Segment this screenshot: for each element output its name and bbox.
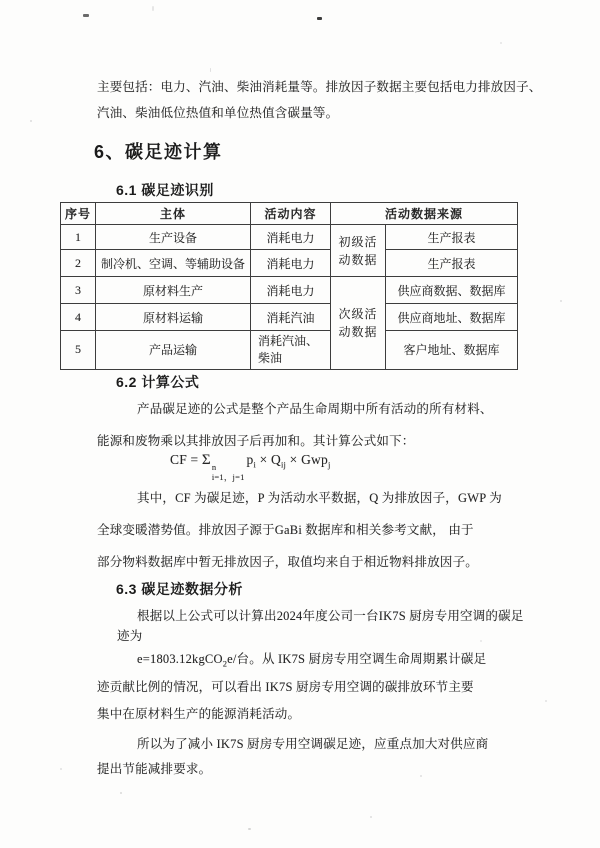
sigma-symbol: Σ (201, 452, 211, 468)
cell-source: 生产报表 (386, 225, 518, 250)
scan-speckle (30, 120, 32, 122)
scan-speckle (210, 68, 211, 72)
table-header-row (61, 203, 518, 225)
emission-value-suffix: e/台。从 IK7S 厨房专用空调生命周期累计碳足 (227, 652, 487, 666)
intro-line: 主要包括：电力、汽油、柴油消耗量等。排放因子数据主要包括电力排放因子、 (97, 80, 542, 94)
scan-speckle (248, 828, 251, 830)
co2-subscript: 2 (222, 658, 228, 669)
scan-speckle (500, 42, 502, 44)
formula-times: × (286, 452, 302, 467)
cell-subject: 原材料生产 (96, 277, 251, 304)
header-cell-activity: 活动内容 (251, 203, 331, 225)
scan-speckle (60, 768, 62, 770)
cell-no: 2 (61, 250, 96, 277)
analysis-line: 根据以上公式可以计算出2024年度公司一台IK7S 厨房专用空调的碳足 (137, 609, 524, 623)
cell-subject: 产品运输 (96, 331, 251, 370)
cell-source: 供应商数据、数据库 (386, 277, 518, 304)
scan-speckle (120, 792, 122, 794)
header-cell-no: 序号 (61, 203, 96, 225)
cell-data-group-primary: 初级活动数据 (331, 225, 386, 277)
sigma-lower-limit: i=1，j=1 (211, 471, 245, 482)
cell-subject: 制冷机、空调、等辅助设备 (96, 250, 251, 277)
formula-times: × (256, 452, 272, 467)
table-row (61, 331, 518, 370)
analysis-line: 迹贡献比例的情况，可以看出 IK7S 厨房专用空调的碳排放环节主要 (97, 680, 474, 694)
scan-speckle (545, 700, 547, 702)
formula-gwp-sub: j (327, 459, 331, 470)
carbon-footprint-formula (170, 452, 331, 481)
table-row (61, 277, 518, 304)
subsection-6-3-heading: 6.3 碳足迹数据分析 (116, 581, 243, 597)
subsection-6-2-heading: 6.2 计算公式 (116, 374, 200, 390)
formula-q: Q (271, 452, 281, 467)
table-row (61, 250, 518, 277)
formula-explanation-line: 其中，CF 为碳足迹，P 为活动水平数据，Q 为排放因子，GWP 为 (137, 491, 502, 505)
cell-source: 生产报表 (386, 250, 518, 277)
cell-no: 5 (61, 331, 96, 370)
subsection-6-1-heading: 6.1 碳足迹识别 (116, 182, 214, 198)
intro-line: 汽油、柴油低位热值和单位热值含碳量等。 (97, 106, 339, 120)
cell-source: 客户地址、数据库 (386, 331, 518, 370)
formula-q-sub: ij (280, 459, 287, 470)
cell-activity: 消耗电力 (251, 277, 331, 304)
scan-speckle (152, 6, 154, 11)
analysis-line: 迹为 (117, 629, 143, 643)
section-heading: 6、碳足迹计算 (94, 142, 223, 162)
formula-p-sub: i (253, 459, 257, 470)
scan-speckle (370, 816, 372, 818)
table-row (61, 225, 518, 250)
scan-speckle (83, 14, 89, 17)
scan-speckle (420, 775, 422, 777)
cell-no: 1 (61, 225, 96, 250)
formula-explanation-line: 部分物料数据库中暂无排放因子，取值均来自于相近物料排放因子。 (97, 555, 479, 569)
conclusion-line: 提出节能减排要求。 (97, 762, 212, 776)
formula-lhs: CF = (170, 452, 202, 467)
formula-p: p (246, 452, 254, 467)
header-cell-source: 活动数据来源 (331, 203, 518, 225)
cell-data-group-secondary: 次级活动数据 (331, 277, 386, 370)
cell-no: 4 (61, 304, 96, 331)
cell-activity: 消耗电力 (251, 225, 331, 250)
formula-explanation-line: 全球变暖潜势值。排放因子源于GaBi 数据库和相关参考文献， 由于 (97, 523, 474, 537)
header-cell-subject: 主体 (96, 203, 251, 225)
cell-subject: 原材料运输 (96, 304, 251, 331)
table-row (61, 304, 518, 331)
emission-value-line (137, 649, 486, 669)
cell-source: 供应商地址、数据库 (386, 304, 518, 331)
cell-activity: 消耗电力 (251, 250, 331, 277)
cell-activity: 消耗汽油、柴油 (251, 331, 331, 370)
emission-value-prefix: e=1803.12kgCO (137, 652, 223, 666)
analysis-line: 集中在原材料生产的能源消耗活动。 (97, 707, 301, 721)
carbon-footprint-table (60, 202, 518, 370)
cell-activity: 消耗汽油 (251, 304, 331, 331)
scan-speckle (560, 300, 562, 302)
formula-gwp: Gwp (301, 452, 328, 467)
cell-no: 3 (61, 277, 96, 304)
sigma-limits (212, 463, 245, 481)
formula-intro-line: 能源和废物乘以其排放因子后再加和。其计算公式如下： (97, 434, 415, 448)
scan-speckle (480, 640, 482, 642)
scan-speckle (317, 17, 322, 20)
sigma-upper-limit: n (211, 462, 217, 472)
conclusion-line: 所以为了减小 IK7S 厨房专用空调碳足迹，应重点加大对供应商 (137, 737, 489, 751)
formula-intro-line: 产品碳足迹的公式是整个产品生命周期中所有活动的所有材料、 (137, 402, 493, 416)
cell-subject: 生产设备 (96, 225, 251, 250)
